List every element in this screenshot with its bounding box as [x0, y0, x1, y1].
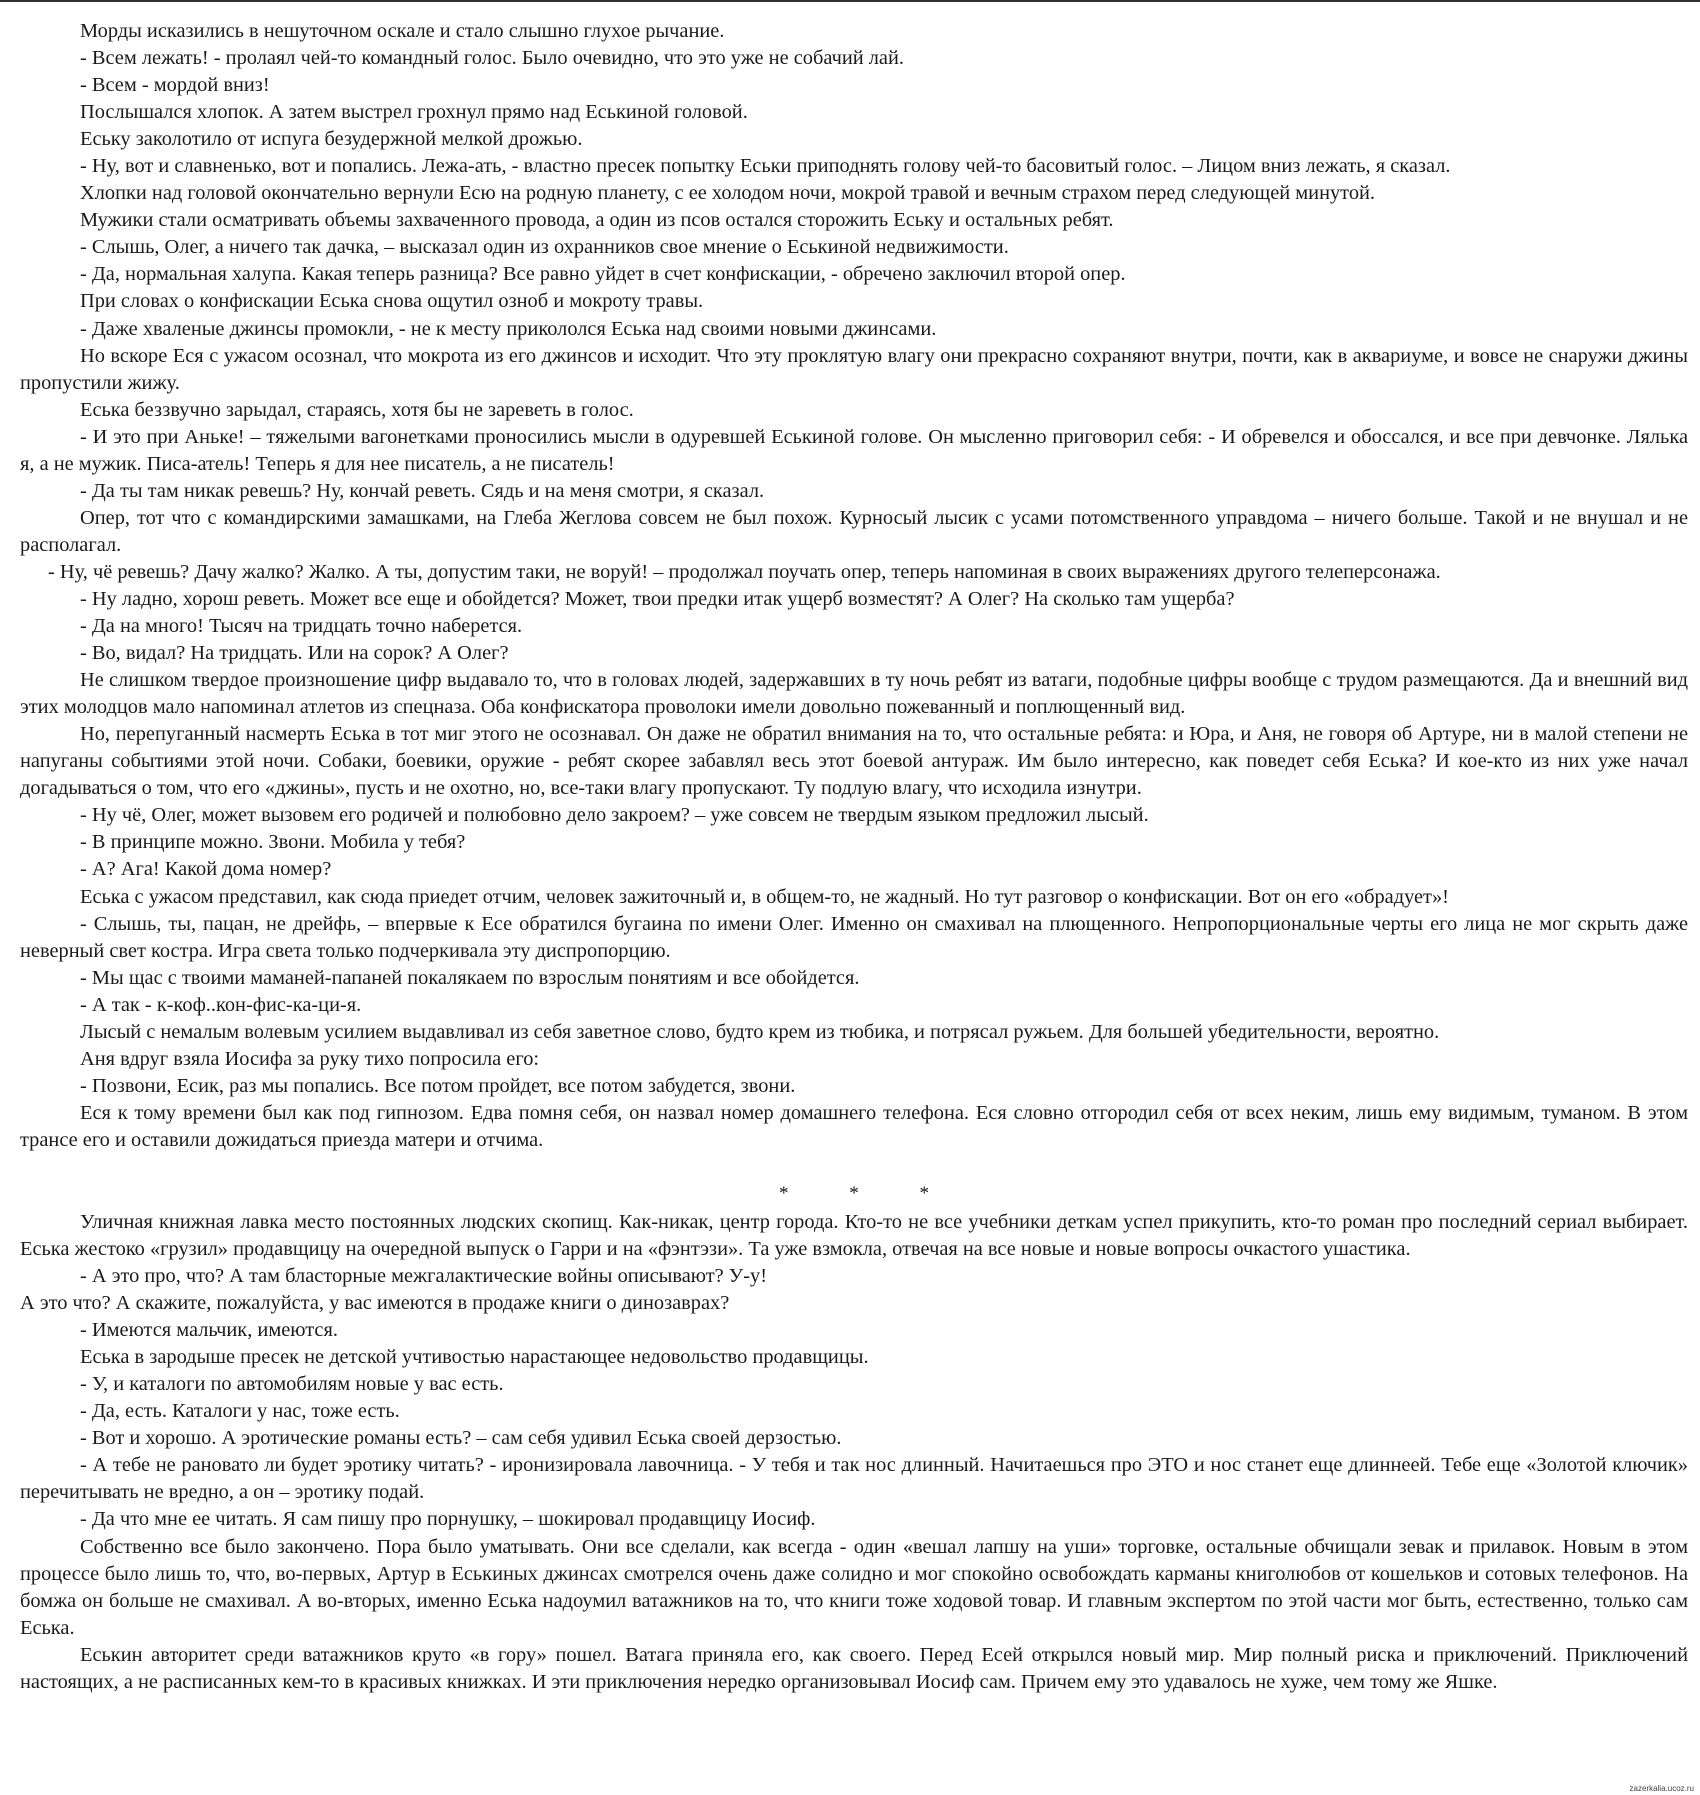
paragraph: - Ну, чё ревешь? Дачу жалко? Жалко. А ты, допустим таки, не воруй! – продолжал поучать опер, теперь напоминая в своих выражениях другого телеперсонажа.: [48, 560, 1441, 583]
paragraph: - А? Ага! Какой дома номер?: [80, 858, 332, 881]
paragraph: Собственно все было закончено. Пора было уматывать. Они все сделали, как всегда - один «вешал лапшу на уши» торговке, остальные обчищали зевак и прилавок. Новым в этом процессе было лишь то, что, во-первых, Артур в Еськиных джинсах смотрелся очень даже солидно и мог спокойно освобождать карманы книголюбов от кошельков и сотовых телефонов. На бомжа он больше не смахивал. А во-вторых, именно Еська надоумил ватажников на то, что книги тоже ходовой товар. И главным экспертом по этой части мог быть, естественно, только сам Еська.: [20, 1535, 1688, 1639]
paragraph: - Слышь, Олег, а ничего так дачка, – высказал один из охранников свое мнение о Еськиной недвижимости.: [80, 236, 1009, 259]
paragraph: Еськин авторитет среди ватажников круто «в гору» пошел. Ватага приняла его, как своего. Перед Есей открылся новый мир. Мир полный риска и приключений. Приключений настоящих, а не расписанных кем-то в красивых книжках. И эти приключения нередко организовывал Иосиф сам. Причем ему это удавалось не хуже, чем тому же Яшке.: [20, 1643, 1688, 1693]
paragraph: Еся к тому времени был как под гипнозом. Едва помня себя, он назвал номер домашнего телефона. Еся словно отгородил себя от всех неким, лишь ему видимым, туманом. В этом трансе его и оставили дожидаться приезда матери и отчима.: [20, 1101, 1688, 1151]
site-watermark: zazerkalia.ucoz.ru: [1629, 1784, 1694, 1793]
paragraph: - А тебе не рановато ли будет эротику читать? - иронизировала лавочница. - У тебя и так нос длинный. Начитаешься про ЭТО и нос станет еще длиннеей. Тебе еще «Золотой ключик» перечитывать не вредно, а он – эротику подай.: [20, 1454, 1688, 1504]
top-rule: [0, 0, 1700, 2]
paragraph: - Ну ладно, хорош реветь. Может все еще и обойдется? Может, твои предки итак ущерб возместят? А Олег? На сколько там ущерба?: [80, 587, 1235, 610]
paragraph: Но вскоре Еся с ужасом осознал, что мокрота из его джинсов и исходит. Что эту проклятую влагу они прекрасно сохраняют внутри, почти, как в аквариуме, и вовсе не снаружи джины пропустили жижу.: [20, 344, 1688, 394]
paragraph: - Слышь, ты, пацан, не дрейфь, – впервые к Есе обратился бугаина по имени Олег. Именно он смахивал на плющенного. Непропорциональные черты его лица не мог скрыть даже неверный свет костра. Игра света только подчеркивала эту диспропорцию.: [20, 912, 1688, 962]
paragraph: - Да, есть. Каталоги у нас, тоже есть.: [80, 1400, 400, 1423]
document-page: [20, 18, 1688, 1696]
paragraph: - Вот и хорошо. А эротические романы есть? – сам себя удивил Еська своей дерзостью.: [80, 1427, 842, 1450]
paragraph: А это что? А скажите, пожалуйста, у вас имеются в продаже книги о динозаврах?: [20, 1292, 730, 1315]
paragraph: - А это про, что? А там бласторные межгалактические войны описывают? У-у!: [80, 1265, 767, 1288]
paragraph: Не слишком твердое произношение цифр выдавало то, что в головах людей, задержавших в ту ночь ребят из ватаги, подобные цифры вообще с трудом размещаются. Да и внешний вид этих молодцов мало напоминал атлетов из спецназа. Оба конфискатора проволоки имели довольно пожеванный и поплющенный вид.: [20, 669, 1688, 719]
paragraph: - И это при Аньке! – тяжелыми вагонетками проносились мысли в одуревшей Еськиной голове. Он мысленно приговорил себя: - И обревелся и обоссался, и все при девчонке. Лялька я, а не мужик. Писа-атель! Теперь я для нее писатель, а не писатель!: [20, 425, 1688, 475]
paragraph: Лысый с немалым волевым усилием выдавливал из себя заветное слово, будто крем из тюбика, и потрясал ружьем. Для большей убедительности, вероятно.: [80, 1020, 1440, 1043]
paragraph: Хлопки над головой окончательно вернули Есю на родную планету, с ее холодом ночи, мокрой травой и вечным страхом перед следующей минутой.: [80, 182, 1376, 205]
paragraph: - Ну, вот и славненько, вот и попались. Лежа-ать, - властно пресек попытку Еськи приподнять голову чей-то басовитый голос. – Лицом вниз лежать, я сказал.: [80, 155, 1451, 178]
paragraph: - В принципе можно. Звони. Мобила у тебя?: [80, 831, 466, 854]
paragraph: Морды исказились в нешуточном оскале и стало слышно глухое рычание.: [80, 20, 725, 42]
paragraph: - Всем лежать! - пролаял чей-то командный голос. Было очевидно, что это уже не собачий лай.: [80, 47, 904, 70]
paragraph: Еська в зародыше пресек не детской учтивостью нарастающее недовольство продавщицы.: [80, 1346, 869, 1369]
paragraph: Но, перепуганный насмерть Еська в тот миг этого не осознавал. Он даже не обратил внимания на то, что остальные ребята: и Юра, и Аня, не говоря об Артуре, ни в малой степени не напуганы событиями этой ночи. Собаки, боевики, оружие - ребят скорее забавлял весь этот боевой антураж. Им было интересно, как поведет себя Еська? И кое-кто из них уже начал догадываться о том, что его «джины», пусть и не охотно, но, все-таки влагу пропускают. Ту подлую влагу, что исходила изнутри.: [20, 723, 1688, 800]
paragraph: Аня вдруг взяла Иосифа за руку тихо попросила его:: [80, 1047, 540, 1070]
paragraph: - Позвони, Есик, раз мы попались. Все потом пройдет, все потом забудется, звони.: [80, 1074, 796, 1097]
paragraph: - А так - к-коф..кон-фис-ка-ци-я.: [80, 993, 362, 1016]
paragraph: Уличная книжная лавка место постоянных людских скопищ. Как-никак, центр города. Кто-то не все учебники деткам успел прикупить, кто-то роман про последний сериал выбирает. Еська жестоко «грузил» продавщицу на очередной выпуск о Гарри и на «фэнтэзи». Та уже взмокла, отвечая на все новые и новые вопросы очкастого ушастика.: [20, 1210, 1688, 1261]
paragraph: При словах о конфискации Еська снова ощутил озноб и мокроту травы.: [80, 290, 704, 313]
paragraph: Еська беззвучно зарыдал, стараясь, хотя бы не зареветь в голос.: [80, 398, 634, 421]
paragraph: - Во, видал? На тридцать. Или на сорок? А Олег?: [80, 642, 509, 665]
text-section-2: [20, 1209, 1688, 1696]
paragraph: - Да ты там никак ревешь? Ну, кончай реветь. Сядь и на меня смотри, я сказал.: [80, 479, 765, 502]
paragraph: Опер, тот что с командирскими замашками, на Глеба Жеглова совсем не был похож. Курносый лысик с усами потомственного управдома – ничего больше. Такой и не внушал и не располагал.: [20, 506, 1688, 556]
text-section-1: [20, 18, 1688, 1154]
paragraph: - Ну чё, Олег, может вызовем его родичей и полюбовно дело закроем? – уже совсем не твердым языком предложил лысый.: [80, 804, 1149, 827]
paragraph: Еську заколотило от испуга безудержной мелкой дрожью.: [80, 128, 583, 151]
paragraph: Послышался хлопок. А затем выстрел грохнул прямо над Еськиной головой.: [80, 101, 748, 124]
paragraph: Еська с ужасом представил, как сюда приедет отчим, человек зажиточный и, в общем-то, не жадный. Но тут разговор о конфискации. Вот он его «обрадует»!: [80, 885, 1449, 908]
paragraph: - У, и каталоги по автомобилям новые у вас есть.: [80, 1373, 504, 1396]
section-separator: * * *: [779, 1182, 957, 1204]
paragraph: - Да на много! Тысяч на тридцать точно наберется.: [80, 615, 523, 638]
paragraph: - Да что мне ее читать. Я сам пишу про порнушку, – шокировал продавщицу Иосиф.: [80, 1508, 816, 1531]
paragraph: Мужики стали осматривать объемы захваченного провода, а один из псов остался сторожить Еську и остальных ребят.: [80, 209, 1114, 232]
paragraph: - Всем - мордой вниз!: [80, 74, 270, 97]
paragraph: - Имеются мальчик, имеются.: [80, 1319, 338, 1342]
paragraph: - Да, нормальная халупа. Какая теперь разница? Все равно уйдет в счет конфискации, - обречено заключил второй опер.: [80, 263, 1126, 286]
paragraph: - Даже хваленые джинсы промокли, - не к месту прикололся Еська над своими новыми джинсами.: [80, 317, 937, 340]
paragraph: - Мы щас с твоими маманей-папаней покалякаем по взрослым понятиям и все обойдется.: [80, 966, 860, 989]
